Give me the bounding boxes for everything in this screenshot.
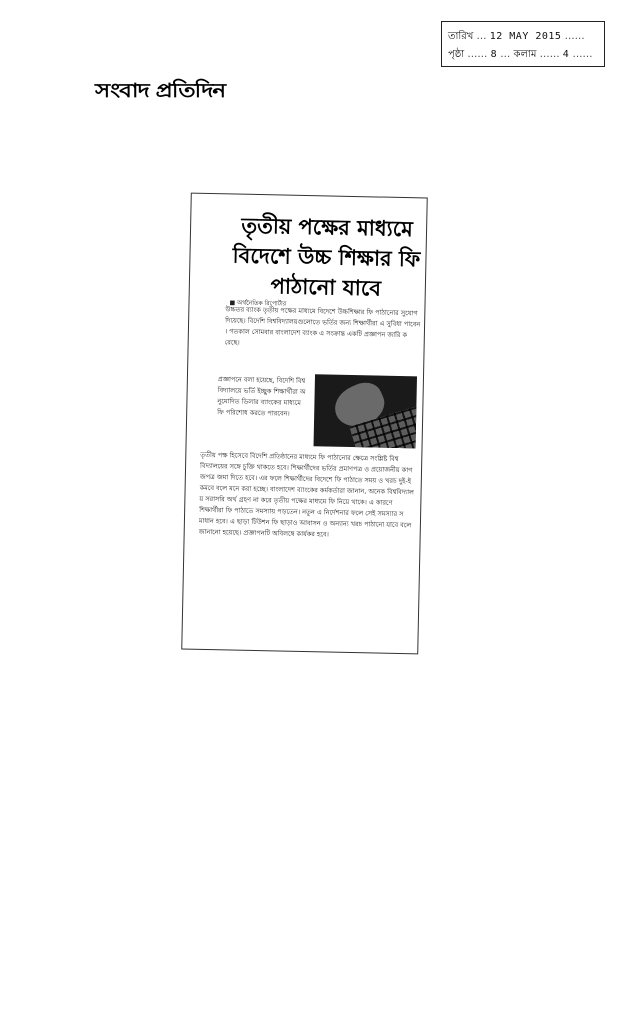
article-photo [314, 374, 417, 448]
stamp-date-value: 12 MAY 2015 [489, 31, 562, 42]
article-byline: ■ অর্থনৈতিক রিপোর্টার [229, 299, 287, 308]
article-body-left: প্রজ্ঞাপনে বলা হয়েছে, বিদেশি বিশ্ববিদ্যালয়ে ভর্তি ইচ্ছুক শিক্ষার্থীরা অনুমোদিত ডিলার ব্যাংকের মাধ্যমে ফি পরিশোধ করতে পারবেন। [217, 375, 306, 418]
stamp-column-value: 4 [562, 49, 570, 60]
article-headline: তৃতীয় পক্ষের মাধ্যমে বিদেশে উচ্চ শিক্ষার ফি পাঠানো যাবে [232, 212, 421, 301]
stamp-page-value: 8 [490, 49, 498, 60]
newspaper-masthead: সংবাদ প্রতিদিন [95, 80, 226, 103]
article-body-bottom: তৃতীয় পক্ষ হিসেবে বিদেশি প্রতিষ্ঠানের মাধ্যমে ফি পাঠানোর ক্ষেত্রে সংশ্লিষ্ট বিশ্ববিদ্যালয়ের সঙ্গে চুক্তি থাকতে হবে। শিক্ষার্থীদের ভর্তির প্রমাণপত্র ও প্রয়োজনীয় কাগজপত্র জমা দিতে হবে। এর ফলে শিক্ষার্থীদের বিদেশে ফি পাঠাতে সময় ও খরচ দুই-ই কমবে বলে মনে করা হচ্ছে। বাংলাদেশ ব্যাংকের কর্মকর্তারা জানান, অনেক বিশ্ববিদ্যালয় সরাসরি অর্থ গ্রহণ না করে তৃতীয় পক্ষের মাধ্যমে ফি নিয়ে থাকে। এ কারণে শিক্ষার্থীরা ফি পাঠাতে সমস্যায় পড়তেন। নতুন এ নির্দেশনার ফলে সেই সমস্যার সমাধান হবে। এ ছাড়া টিউশন ফি ছাড়াও আবাসন ও অন্যান্য খরচ পাঠানো যাবে বলে জানানো হয়েছে। প্রজ্ঞাপনটি অবিলম্বে কার্যকর হবে। [198, 450, 414, 539]
date-stamp [441, 21, 605, 67]
stamp-page-row: পৃষ্ঠা …… 8 … কলাম …… 4 …… [448, 49, 593, 60]
newspaper-clipping [181, 193, 428, 655]
stamp-page-label: পৃষ্ঠা [448, 49, 465, 60]
stamp-date-row: তারিখ … 12 MAY 2015 …… [448, 31, 585, 42]
stamp-date-label: তারিখ [448, 31, 474, 42]
article-body-top: উচ্চতর ব্যাংক তৃতীয় পক্ষের মাধ্যমে বিদেশে উচ্চশিক্ষার ফি পাঠানোর সুযোগ দিয়েছে। বিদেশি বিশ্ববিদ্যালয়গুলোতে ভর্তির জন্য শিক্ষার্থীরা এ সুবিধা পাবেন। গতকাল সোমবার বাংলাদেশ ব্যাংক এ সংক্রান্ত একটি প্রজ্ঞাপন জারি করেছে। [224, 305, 421, 347]
stamp-column-label: কলাম [513, 49, 537, 60]
